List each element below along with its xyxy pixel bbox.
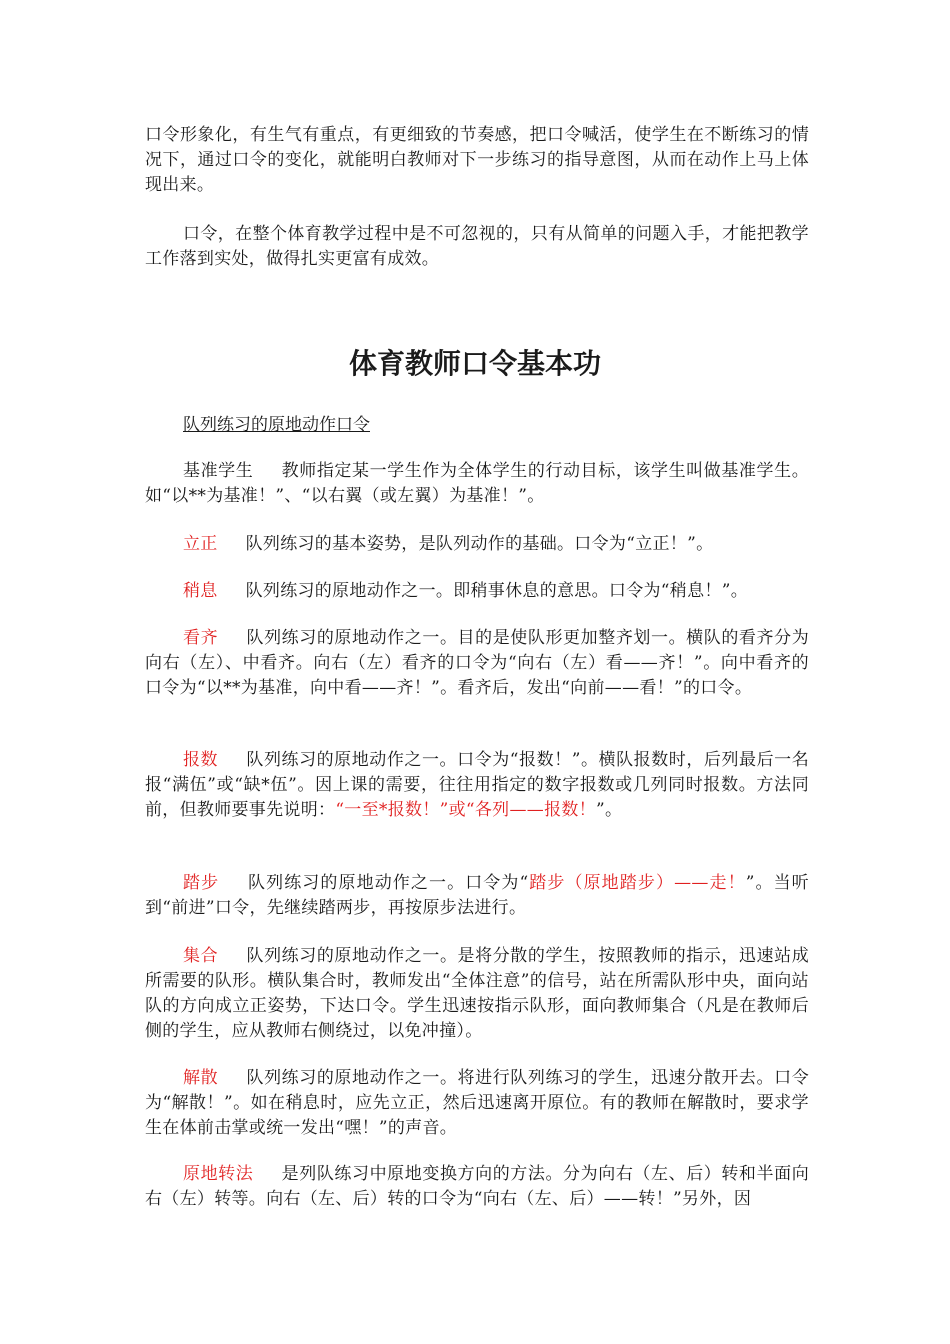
entry-text: 队列练习的原地动作之一。是将分散的学生，按照教师的指示，迅速站成所需要的队形。横队集合时，教师发出“全体注意”的信号，站在所需队形中央，面向站队的方向成立正姿势，下达口令。学生迅速按指示队形，面向教师集合（凡是在教师后侧的学生，应从教师右侧绕过，以免冲撞）。 <box>145 946 809 1041</box>
entry-text: 队列练习的原地动作之一。将进行队列练习的学生，迅速分散开去。口令为“解散！”。如在稍息时，应先立正，然后迅速离开原位。有的教师在解散时，要求学生在体前击掌或统一发出“嘿！”的声音。 <box>145 1068 809 1138</box>
entry-term: 基准学生 <box>183 461 254 481</box>
entry-text: 教师指定某一学生作为全体学生的行动目标，该学生叫做基准学生。如“以**为基准！”、“以右翼（或左翼）为基准！”。 <box>145 461 810 506</box>
entry-text: 队列练习的原地动作之一。口令为“报数！”。横队报数时，后列最后一名报“满伍”或“缺*伍”。因上课的需要，往往用指定的数字报数或几列同时报数。方法同前，但教师要事先说明： <box>145 750 809 820</box>
page-title: 体育教师口令基本功 <box>348 347 601 380</box>
entry-text: 队列练习的原地动作之一。即稍事休息的意思。口令为“稍息！”。 <box>245 581 748 601</box>
entry-term: 报数 <box>183 750 219 770</box>
section-subheading: 队列练习的原地动作口令 <box>183 415 370 435</box>
entry-term: 集合 <box>183 946 219 966</box>
entry-tabu <box>145 871 809 921</box>
entry-text: 队列练习的原地动作之一。口令为“ <box>247 873 529 893</box>
entry-yuandi-zhuanfa <box>145 1162 809 1212</box>
entry-jizhun <box>145 459 809 509</box>
entry-text: 是列队练习中原地变换方向的方法。分为向右（左、后）转和半面向右（左）转等。向右（左、后）转的口令为“向右（左、后）——转！”另外，因 <box>145 1164 810 1209</box>
entry-shaoxi <box>145 579 809 604</box>
entry-command-highlight: “一至*报数！”或“各列——报数！ <box>335 800 596 820</box>
entry-term: 稍息 <box>183 581 218 601</box>
entry-term: 解散 <box>183 1068 219 1088</box>
entry-term: 踏步 <box>183 873 220 893</box>
entry-text-tail: ”。当听到“前进”口令，先继续踏两步，再按原步法进行。 <box>145 873 809 918</box>
entry-jiesan <box>145 1066 809 1141</box>
intro-paragraph-1: 口令形象化，有生气有重点，有更细致的节奏感，把口令喊活，使学生在不断练习的情况下，通过口令的变化，就能明白教师对下一步练习的指导意图，从而在动作上马上体现出来。 <box>145 125 809 195</box>
entry-term: 立正 <box>183 534 218 554</box>
entry-lizheng <box>145 532 809 557</box>
entry-text: 队列练习的基本姿势，是队列动作的基础。口令为“立正！”。 <box>245 534 714 554</box>
entry-text: 队列练习的原地动作之一。目的是使队形更加整齐划一。横队的看齐分为向右（左）、中看齐。向右（左）看齐的口令为“向右（左）看——齐！”。向中看齐的口令为“以**为基准，向中看——齐！”。看齐后，发出“向前——看！”的口令。 <box>145 628 809 698</box>
entry-term: 看齐 <box>183 628 219 648</box>
entry-command-highlight: 踏步（原地踏步）——走！ <box>528 873 746 893</box>
entry-jihe <box>145 944 809 1044</box>
entry-term: 原地转法 <box>183 1164 254 1184</box>
intro-paragraph-2: 口令，在整个体育教学过程中是不可忽视的，只有从简单的问题入手，才能把教学工作落到实处，做得扎实更富有成效。 <box>145 224 809 269</box>
entry-text-tail: ”。 <box>596 800 623 820</box>
entry-baoshu <box>145 748 809 823</box>
entry-kanqi <box>145 626 809 701</box>
